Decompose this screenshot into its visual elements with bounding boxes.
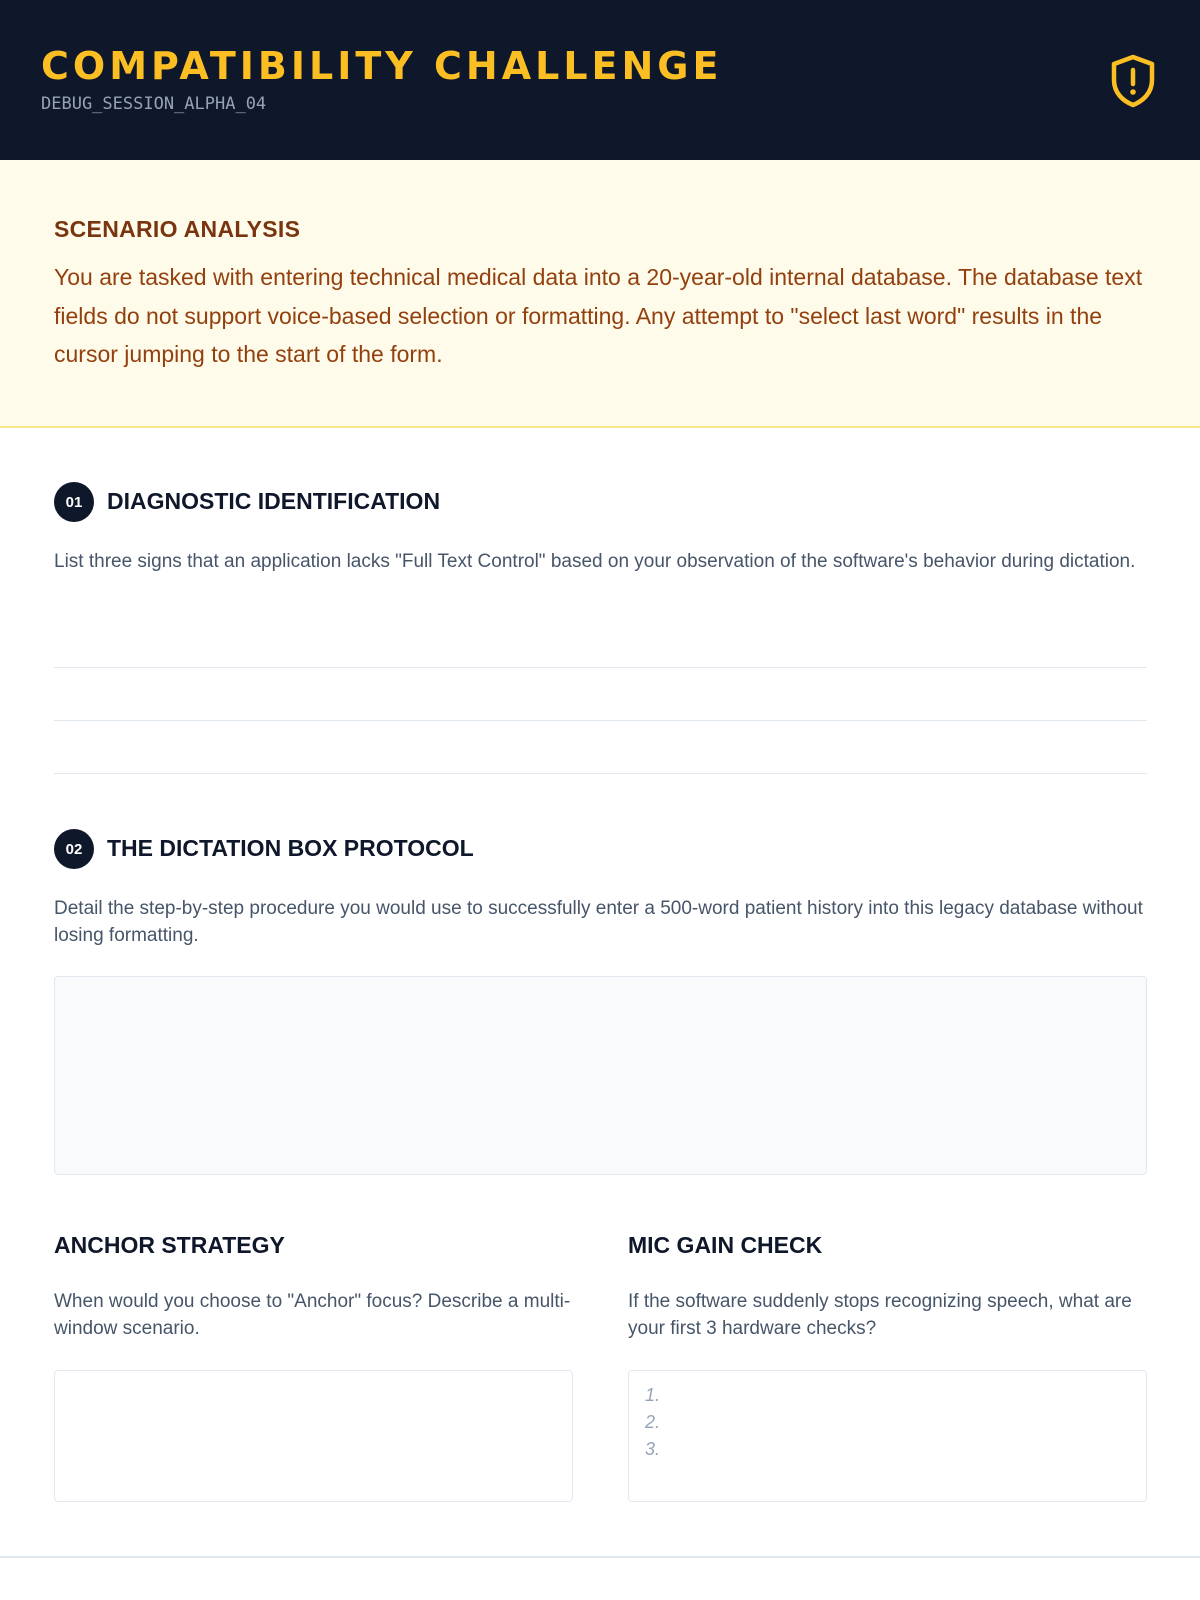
section-01-title: DIAGNOSTIC IDENTIFICATION	[107, 488, 441, 514]
mic-check-placeholder-2: 2.	[645, 1412, 661, 1432]
session-id: DEBUG_SESSION_ALPHA_04	[41, 94, 267, 114]
anchor-strategy-description: When would you choose to "Anchor" focus? Describe a multi-window scenario.	[54, 1291, 571, 1339]
answer-line-3[interactable]	[54, 773, 1147, 774]
answer-line-2[interactable]	[54, 720, 1147, 721]
section-02-number-badge: 02	[54, 829, 94, 869]
mic-check-placeholder-3: 3.	[645, 1439, 661, 1459]
mic-check-placeholder-1: 1.	[645, 1385, 661, 1405]
mic-gain-check-answer-box[interactable]	[628, 1370, 1147, 1502]
scenario-panel	[0, 160, 1200, 428]
scenario-body: You are tasked with entering technical medical data into a 20-year-old internal database. The database text fields do not support voice-based selection or formatting. Any attempt to "select last word" results in the cursor jumping to the start of the form.	[54, 264, 1143, 367]
section-01-description: List three signs that an application lacks "Full Text Control" based on your observation of the software's behavior during dictation.	[54, 551, 1136, 572]
answer-line-1[interactable]	[54, 667, 1147, 668]
anchor-strategy-answer-box[interactable]	[54, 1370, 573, 1502]
footer-divider	[0, 1556, 1200, 1558]
section-02-description: Detail the step-by-step procedure you would use to successfully enter a 500-word patient history into this legacy database without losing formatting.	[54, 898, 1143, 946]
shield-alert-icon	[1110, 54, 1156, 108]
anchor-strategy-title: ANCHOR STRATEGY	[54, 1232, 285, 1258]
scenario-title: SCENARIO ANALYSIS	[54, 216, 301, 242]
section-02-title: THE DICTATION BOX PROTOCOL	[107, 835, 474, 861]
mic-gain-check-title: MIC GAIN CHECK	[628, 1232, 823, 1258]
mic-gain-check-description: If the software suddenly stops recognizing speech, what are your first 3 hardware checks?	[628, 1291, 1132, 1339]
page-title: COMPATIBILITY CHALLENGE	[41, 44, 723, 88]
dictation-protocol-answer-box[interactable]	[54, 976, 1147, 1175]
section-01-number-badge: 01	[54, 482, 94, 522]
page-header	[0, 0, 1200, 160]
